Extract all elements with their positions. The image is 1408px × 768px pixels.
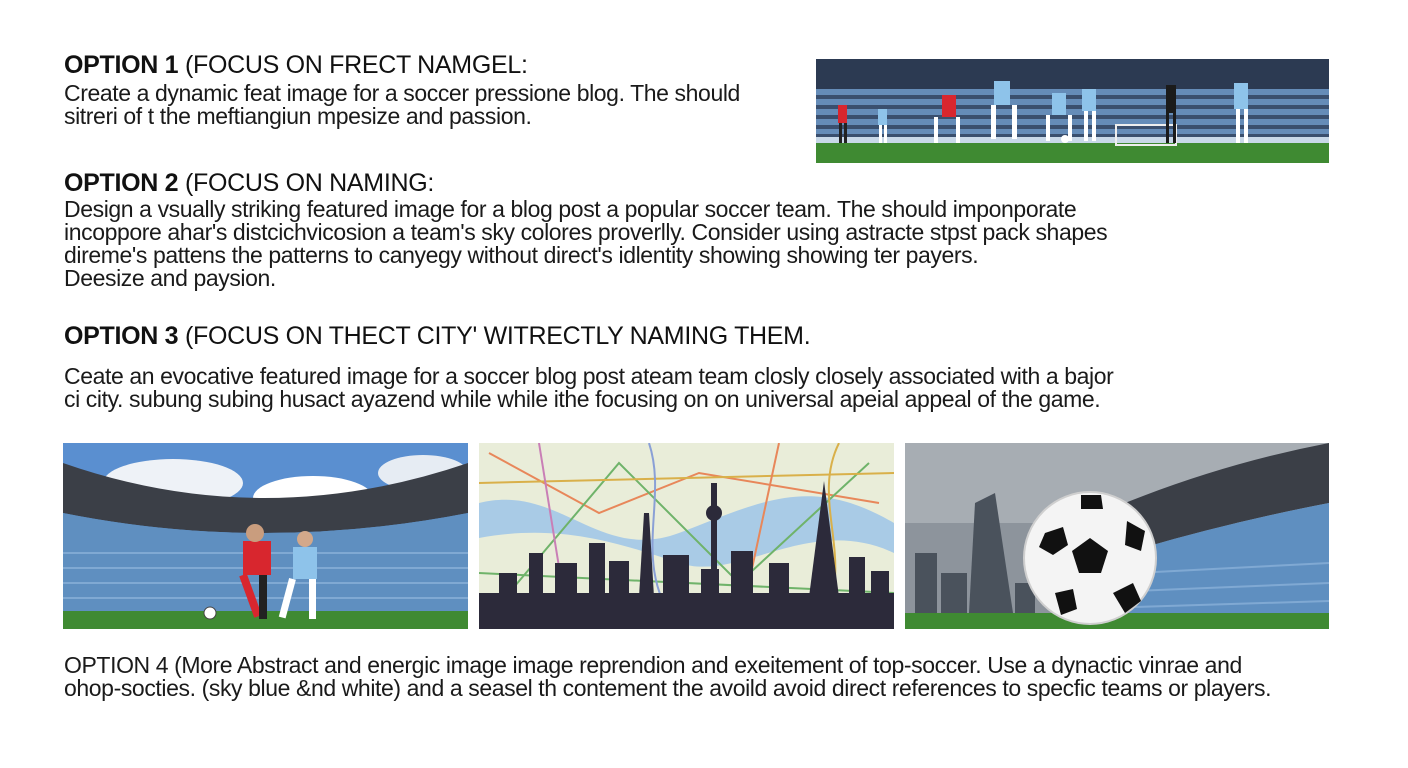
option-2-heading	[64, 168, 1107, 198]
match-action-photo	[816, 59, 1329, 163]
option-4-line: OPTION 4 (More Abstract and energic image image reprendion and exeitement of top-soccer. Use a dynactic vinrae and	[64, 652, 1242, 678]
option-2-line: incoppore ahar's distcichvicosion a team's sky colores proverlly. Consider using astracte stpst pack shapes	[64, 219, 1108, 245]
option-1-focus: (FOCUS ON FRECT NAMGEL:	[178, 51, 528, 79]
option-2-line: Deesize and paysion.	[64, 265, 276, 291]
option-3-number: OPTION 3	[64, 322, 179, 350]
option-2-line: direme's pattens the patterns to canyegy without direct's idlentity showing showing ter payers.	[64, 242, 979, 268]
option-3-section	[64, 321, 1113, 411]
option-1-heading	[64, 50, 740, 80]
stadium-players-photo	[63, 443, 468, 629]
option-4-description	[64, 654, 1271, 700]
option-2-focus: (FOCUS ON NAMING:	[178, 169, 435, 197]
option-2-line: Design a vsually striking featured image for a blog post a popular soccer team. The should imponporate	[64, 196, 1077, 222]
option-4-section	[64, 654, 1271, 700]
city-map-skyline-photo	[479, 443, 894, 629]
soccer-ball-stadium-photo	[905, 443, 1329, 629]
option-2-section	[64, 168, 1107, 290]
option-3-line: Ceate an evocative featured image for a soccer blog post ateam team closly closely associated with a bajor	[64, 363, 1114, 389]
option-1-line: sitreri of t the meftiangiun mpesize and passion.	[64, 103, 532, 129]
option-2-description	[64, 198, 1107, 290]
option-3-focus: (FOCUS ON THECT CITY' WITRECTLY NAMING THEM.	[178, 322, 811, 350]
option-1-description	[64, 82, 740, 128]
option-3-description	[64, 365, 1113, 411]
option-1-line: Create a dynamic feat image for a soccer pressione blog. The should	[64, 80, 740, 106]
option-1-number: OPTION 1	[64, 51, 179, 79]
option-1-section	[64, 50, 740, 128]
option-2-number: OPTION 2	[64, 169, 179, 197]
option-4-line: ohop-socties. (sky blue &nd white) and a seasel th contement the avoild avoid direct references to specfic teams or players.	[64, 675, 1272, 701]
option-3-line: ci city. subung subing husact ayazend while while ithe focusing on on universal apeial appeal of the game.	[64, 386, 1101, 412]
option-3-heading	[64, 321, 1113, 351]
